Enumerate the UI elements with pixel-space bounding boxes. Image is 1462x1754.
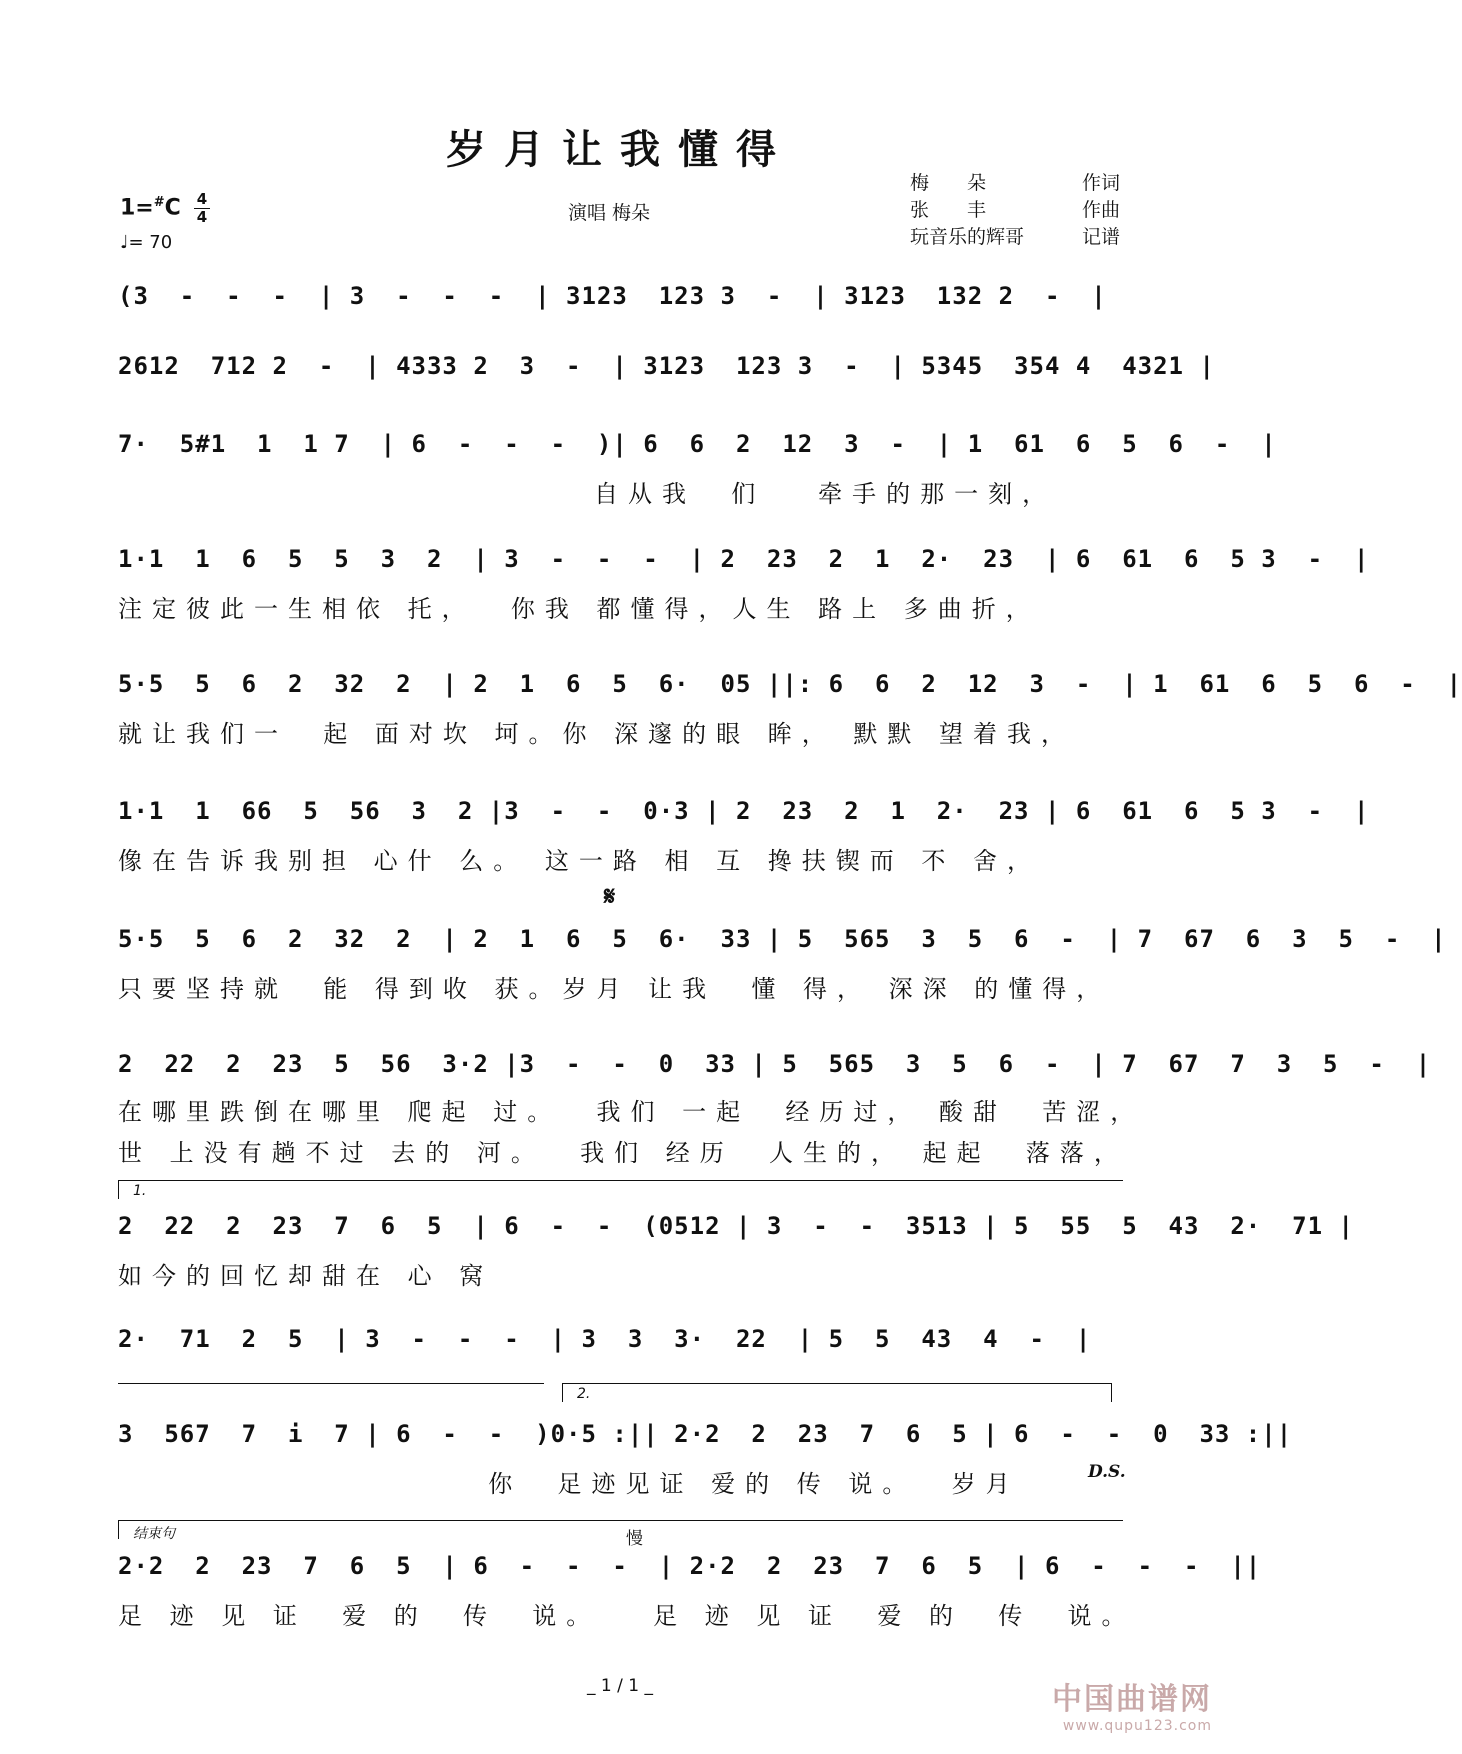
time-signature-top: 4 (196, 190, 208, 208)
composer-role: 作曲 (1081, 199, 1120, 221)
time-signature-bottom: 4 (196, 208, 208, 226)
lyric-line: 如今的回忆却甜在 心 窝 (118, 1262, 494, 1290)
notation-line: 2·2 2 23 7 6 5 | 6 - - - | 2·2 2 23 7 6 5 | 6 - - - || (118, 1552, 1262, 1580)
score-system (118, 1050, 1432, 1168)
coda-bracket (118, 1520, 1123, 1542)
watermark (1052, 1674, 1212, 1734)
volta-label: 1. (133, 1183, 147, 1199)
volta-label: 2. (577, 1386, 591, 1402)
performer: 演唱 梅朵 (568, 202, 651, 224)
watermark-url: www.qupu123.com (1062, 1718, 1212, 1734)
notation-line: 5·5 5 6 2 32 2 | 2 1 6 5 6· 05 ||: 6 6 2 12 3 - | 1 61 6 5 6 - | (118, 670, 1462, 698)
notation-line: 5·5 5 6 2 32 2 | 2 1 6 5 6· 33 | 5 565 3 5 6 - | 7 67 6 3 5 - | (118, 925, 1447, 953)
transcriber-name: 玩音乐的辉哥 (910, 226, 1025, 248)
lyric-line: 注定彼此一生相依 托， 你我 都懂得，人生 路上 多曲折， (118, 595, 1040, 623)
lyric-line-second-verse: 世 上没有趟不过 去的 河。 我们 经历 人生的， 起起 落落， (118, 1139, 1128, 1167)
lyricist-name: 梅 朵 (910, 172, 987, 194)
notation-line: 3 567 7 i 7 | 6 - - )0·5 :|| 2·2 2 23 7 6 5 | 6 - - 0 33 :|| (118, 1420, 1293, 1448)
page-number: _ 1 / 1 _ (587, 1676, 653, 1696)
key-note: C (164, 195, 181, 221)
segno-icon: 𝄋 (604, 882, 616, 912)
key-prefix: 1= (120, 195, 154, 221)
notation-line: 1·1 1 66 5 56 3 2 |3 - - 0·3 | 2 23 2 1 2· 23 | 6 61 6 5 3 - | (118, 797, 1370, 825)
watermark-logo: 中国曲谱网 (1052, 1682, 1212, 1717)
time-signature (194, 192, 210, 225)
score-system (118, 1212, 1354, 1291)
notation-line: 1·1 1 6 5 5 3 2 | 3 - - - | 2 23 2 1 2· 23 | 6 61 6 5 3 - | (118, 545, 1370, 573)
notation-line: 7· 5#1 1 1 7 | 6 - - - )| 6 6 2 12 3 - | 1 61 6 5 6 - | (118, 430, 1277, 458)
score-system (118, 1325, 1122, 1353)
composer-name: 张 丰 (910, 199, 987, 221)
score-system (118, 282, 1122, 310)
volta-bracket-1-continuation (118, 1383, 544, 1384)
score-system (118, 670, 1462, 749)
lyric-line: 足 迹 见 证 爱 的 传 说。 足 迹 见 证 爱 的 传 说。 (118, 1602, 1136, 1630)
score-system (118, 430, 1277, 509)
notation-line: 2 22 2 23 7 6 5 | 6 - - (0512 | 3 - - 3513 | 5 55 5 43 2· 71 | (118, 1212, 1354, 1240)
dal-segno-mark: D.S. (1088, 1462, 1126, 1482)
page-title: 岁月让我懂得 (446, 126, 794, 173)
notation-line: 2612 712 2 - | 4333 2 3 - | 3123 123 3 - | 5345 354 4 4321 | (118, 352, 1215, 380)
score-system (118, 925, 1447, 1004)
score-system (118, 352, 1215, 380)
key-signature (120, 195, 181, 220)
sharp-icon: # (153, 195, 165, 210)
lyric-line: 只要坚持就 能 得到收 获。岁月 让我 懂 得， 深深 的懂得， (118, 975, 1111, 1003)
lyric-line: 自从我 们 牵手的那一刻， (118, 480, 1057, 508)
lyric-line: 就让我们一 起 面对坎 坷。你 深邃的眼 眸， 默默 望着我， (118, 720, 1076, 748)
notation-line: 2· 71 2 5 | 3 - - - | 3 3 3· 22 | 5 5 43 4 - | (118, 1325, 1092, 1353)
score-system (118, 545, 1370, 624)
lyricist-role: 作词 (1081, 172, 1120, 194)
lyric-line: 你 足迹见证 爱的 传 说。 岁月 (118, 1470, 1020, 1498)
tempo: ♩= 70 (120, 232, 173, 253)
lyric-line: 像在告诉我别担 心什 么。 这一路 相 互 搀扶锲而 不 舍， (118, 847, 1042, 875)
score-system (118, 1420, 1293, 1499)
score-system (118, 1552, 1262, 1631)
lyric-line: 在哪里跌倒在哪里 爬起 过。 我们 一起 经历过， 酸甜 苦涩， (118, 1098, 1145, 1126)
notation-line: (3 - - - | 3 - - - | 3123 123 3 - | 3123 132 2 - | (118, 282, 1107, 310)
volta-bracket-1 (118, 1180, 1123, 1199)
coda-label: 结束句 (133, 1526, 175, 1542)
notation-line: 2 22 2 23 5 56 3·2 |3 - - 0 33 | 5 565 3 5 6 - | 7 67 7 3 5 - | (118, 1050, 1432, 1078)
transcriber-role: 记谱 (1081, 226, 1120, 248)
tempo-marking-slow: 慢 (626, 1529, 643, 1549)
volta-bracket-2 (562, 1383, 1112, 1402)
credits (910, 170, 1120, 251)
score-system (118, 797, 1370, 876)
